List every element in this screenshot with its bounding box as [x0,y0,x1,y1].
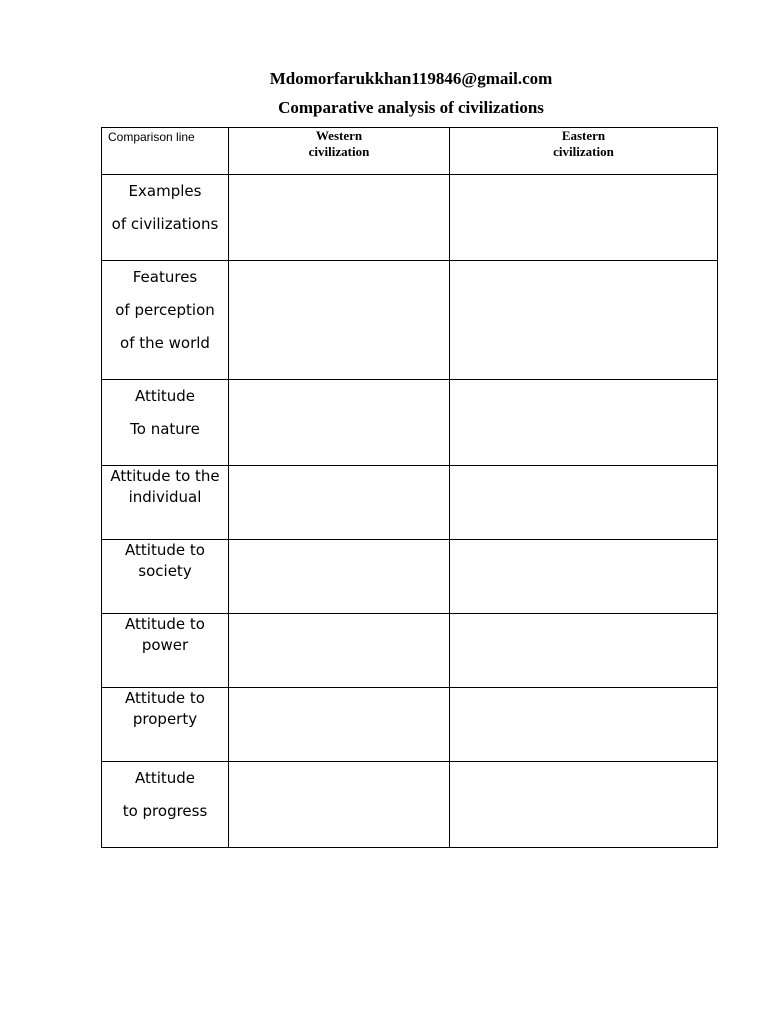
western-cell[interactable] [229,614,450,688]
header-western-civilization [229,128,450,175]
document-title: Comparative analysis of civilizations [278,98,544,117]
table-row [102,540,718,614]
row-label-attitude-society [102,540,229,614]
western-cell[interactable] [229,380,450,466]
western-cell[interactable] [229,540,450,614]
header-eastern-line-1: Eastern [561,128,606,143]
row-label-line: of civilizations [111,215,219,233]
row-label-attitude-power [102,614,229,688]
table-row [102,175,718,261]
row-label-attitude-property [102,688,229,762]
author-email: Mdomorfarukkhan119846@gmail.com [269,69,553,88]
row-label-line: Features [132,268,198,286]
eastern-cell[interactable] [450,466,718,540]
row-label-line: To nature [130,420,200,438]
row-label-line: society [138,562,192,580]
eastern-cell[interactable] [450,175,718,261]
row-label-line: Attitude to [125,689,205,707]
comparison-table [101,127,718,848]
western-cell[interactable] [229,762,450,848]
western-cell[interactable] [229,466,450,540]
row-label-line: power [141,636,189,654]
table-header-row [102,128,718,175]
western-cell[interactable] [229,688,450,762]
table-row [102,614,718,688]
row-label-features [102,261,229,380]
western-cell[interactable] [229,261,450,380]
row-label-line: Attitude to [125,541,205,559]
table-row [102,688,718,762]
header-eastern-civilization [450,128,718,175]
western-cell[interactable] [229,175,450,261]
table-row [102,261,718,380]
row-label-line: of the world [120,334,210,352]
row-label-attitude-individual [102,466,229,540]
row-label-line: Attitude to the [110,467,220,485]
row-label-attitude-nature [102,380,229,466]
table-row [102,380,718,466]
row-label-line: of perception [115,301,215,319]
header-comparison-line: Comparison line [102,128,229,175]
row-label-line: individual [128,488,202,506]
eastern-cell[interactable] [450,261,718,380]
header-eastern-line-2: civilization [553,144,614,159]
row-label-attitude-progress [102,762,229,848]
eastern-cell[interactable] [450,540,718,614]
header-western-line-1: Western [315,128,363,143]
row-label-line: to progress [122,802,208,820]
row-label-line: Examples [128,182,202,200]
row-label-examples [102,175,229,261]
row-label-line: property [132,710,198,728]
table-row [102,466,718,540]
table-row [102,762,718,848]
row-label-line: Attitude [134,387,196,405]
eastern-cell[interactable] [450,762,718,848]
header-western-line-2: civilization [308,144,370,159]
eastern-cell[interactable] [450,380,718,466]
row-label-line: Attitude [134,769,196,787]
eastern-cell[interactable] [450,614,718,688]
eastern-cell[interactable] [450,688,718,762]
row-label-line: Attitude to [125,615,205,633]
